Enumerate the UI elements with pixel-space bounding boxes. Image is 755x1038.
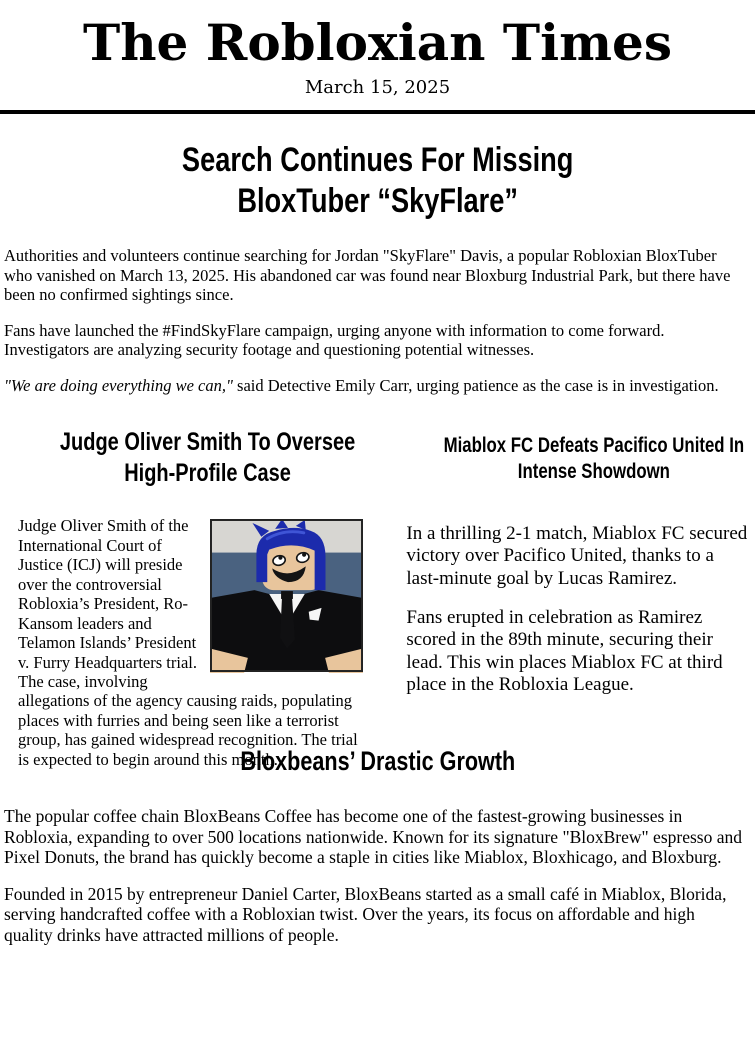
lead-headline — [0, 140, 755, 223]
lead-paragraph-1: Authorities and volunteers continue searching for Jordan "SkyFlare" Davis, a popular Robloxian BloxTuber who vanished on March 13, 2025. His abandoned car was found near Bloxburg Industrial Park, but there have been no confirmed sightings since. — [4, 246, 731, 305]
judge-photo — [210, 518, 363, 673]
two-column-section — [0, 425, 755, 769]
quote-text: "We are doing everything we can," — [4, 375, 238, 395]
avatar-head — [262, 545, 321, 590]
quote-attribution: said Detective Emily Carr, urging patience as the case is in investigation. — [237, 375, 719, 395]
lead-headline-line2: BloxTuber “SkyFlare” — [237, 181, 518, 220]
bloxbeans-paragraph-2: Founded in 2015 by entrepreneur Daniel Carter, BloxBeans started as a small café in Miablox, Blorida, serving handcrafted coffee with a Robloxian twist. Over the years, its focus on affordable and high quality drinks have attracted millions of people. — [4, 884, 727, 945]
masthead — [0, 0, 755, 98]
judge-headline — [18, 427, 396, 488]
bloxbeans-paragraph-1: The popular coffee chain BloxBeans Coffee has become one of the fastest-growing businesses in Robloxia, expanding to over 500 locations nationwide. Known for its signature "BloxBrew" espresso and Pixel Donuts, the brand has quickly become a staple in cities like Miablox, Bloxhicago, and Bloxburg. — [4, 806, 742, 867]
masthead-title: The Robloxian Times — [82, 13, 672, 72]
lead-headline-line1: Search Continues For Missing — [181, 140, 574, 179]
football-paragraph-2: Fans erupted in celebration as Ramirez scored in the 89th minute, securing their lead. This win places Miablox FC at third place in the Robloxia League. — [406, 607, 723, 696]
bloxbeans-headline-line1: Bloxbeans’ Drastic Growth — [240, 746, 515, 777]
lead-story — [0, 140, 755, 396]
football-story-body — [406, 523, 749, 697]
judge-story-text: Judge Oliver Smith of the International Court of Justice (ICJ) will preside over the controversial Robloxia’s President, Ro-Kansom leaders and Telamon Islands’ President v. Furry Headquarters trial. The case, involving allegations of the agency causing raids, populating places with furries and being seen like a terrorist group, has gained widespread recognition. The trial is expected to begin around this month. — [18, 516, 358, 769]
judge-story-column — [0, 425, 396, 769]
football-paragraph-1: In a thrilling 2-1 match, Miablox FC secured victory over Pacifico United, thanks to a last-minute goal by Lucas Ramirez. — [406, 522, 748, 589]
masthead-date: March 15, 2025 — [304, 76, 451, 98]
masthead-divider-rule — [0, 110, 755, 114]
lead-paragraph-2: Fans have launched the #FindSkyFlare campaign, urging anyone with information to come forward. Investigators are analyzing security footage and questioning potential witnesses. — [4, 320, 665, 360]
judge-headline-line1: Judge Oliver Smith To Oversee — [59, 428, 355, 457]
judge-headline-line2: High-Profile Case — [123, 458, 291, 487]
football-story-column — [396, 425, 755, 769]
football-headline-line1: Miablox FC Defeats Pacifico United In — [443, 434, 745, 458]
bloxbeans-story — [0, 745, 755, 945]
lead-story-body — [0, 246, 755, 395]
judge-story-body — [18, 516, 363, 769]
football-headline-line2: Intense Showdown — [518, 459, 671, 483]
football-headline — [406, 433, 749, 485]
lead-quote — [4, 376, 747, 395]
bloxbeans-story-body — [0, 806, 755, 945]
